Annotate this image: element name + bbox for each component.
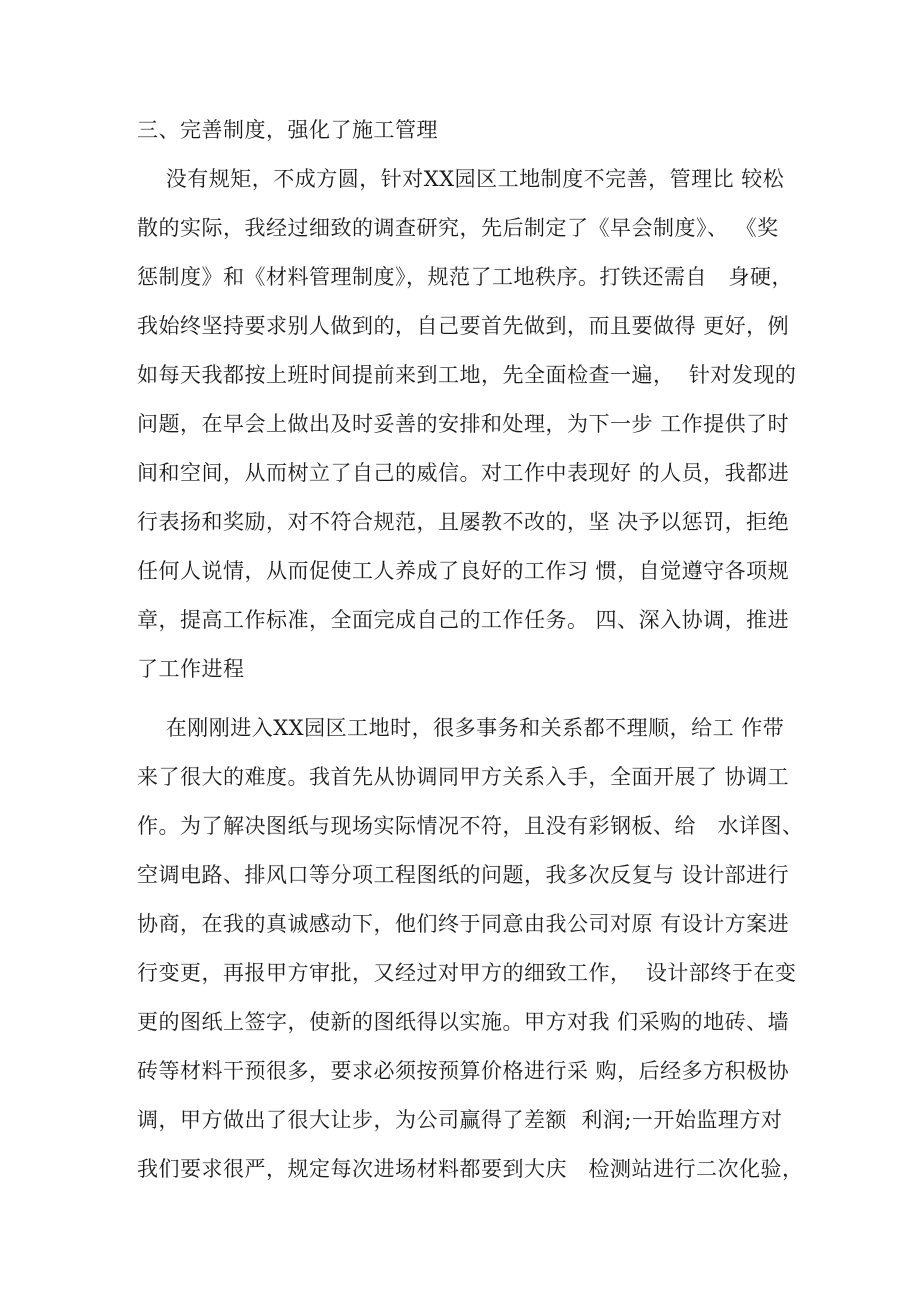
paragraph-line: 在刚刚进入XX园区工地时，很多事务和关系都不理顺，给工 作带 <box>137 716 785 740</box>
paragraph-line: 来了很大的难度。我首先从协调同甲方关系入手，全面开展了 协调工 <box>137 765 790 789</box>
paragraph-line: 章，提高工作标准，全面完成自己的工作任务。 四、深入协调，推进 <box>137 608 790 632</box>
paragraph-line: 惩制度》和《材料管理制度》，规范了工地秩序。打铁还需自 身硬， <box>137 265 794 289</box>
paragraph-line: 砖等材料干预很多，要求必须按预算价格进行采 购，后经多方积极协 <box>137 1059 790 1083</box>
paragraph-line: 如每天我都按上班时间提前来到工地，先全面检查一遍， 针对发现的 <box>137 363 797 387</box>
paragraph-line: 没有规矩，不成方圆，针对XX园区工地制度不完善，管理比 较松 <box>137 167 785 191</box>
paragraph-line: 调，甲方做出了很大让步，为公司赢得了差额 利润;一开始监理方对 <box>137 1108 783 1132</box>
paragraph-line: 散的实际，我经过细致的调查研究，先后制定了《早会制度》、 《奖 <box>137 216 779 240</box>
paragraph-line: 我始终坚持要求别人做到的，自己要首先做到，而且要做得 更好，例 <box>137 314 790 338</box>
paragraph-line: 行表扬和奖励，对不符合规范，且屡教不改的，坚 决予以惩罚，拒绝 <box>137 510 790 534</box>
paragraph-line: 协商，在我的真诚感动下，他们终于同意由我公司对原 有设计方案进 <box>137 912 790 936</box>
section-heading-3: 三、完善制度，强化了施工管理 <box>137 118 438 142</box>
paragraph-line: 作。为了解决图纸与现场实际情况不符，且没有彩钢板、给 水详图、 <box>137 814 804 838</box>
paragraph-line: 行变更，再报甲方审批，又经过对甲方的细致工作， 设计部终于在变 <box>137 961 797 985</box>
paragraph-line: 我们要求很严，规定每次进场材料都要到大庆 检测站进行二次化验， <box>137 1157 804 1181</box>
paragraph-line: 任何人说情，从而促使工人养成了良好的工作习 惯，自觉遵守各项规 <box>137 559 790 583</box>
paragraph-line: 空调电路、排风口等分项工程图纸的问题，我多次反复与 设计部进行 <box>137 863 790 887</box>
paragraph-line: 更的图纸上签字，使新的图纸得以实施。甲方对我 们采购的地砖、墙 <box>137 1010 790 1034</box>
paragraph-line: 了工作进程 <box>137 657 245 681</box>
paragraph-line: 问题，在早会上做出及时妥善的安排和处理，为下一步 工作提供了时 <box>137 412 790 436</box>
paragraph-line: 间和空间，从而树立了自己的威信。对工作中表现好 的人员，我都进 <box>137 461 790 485</box>
